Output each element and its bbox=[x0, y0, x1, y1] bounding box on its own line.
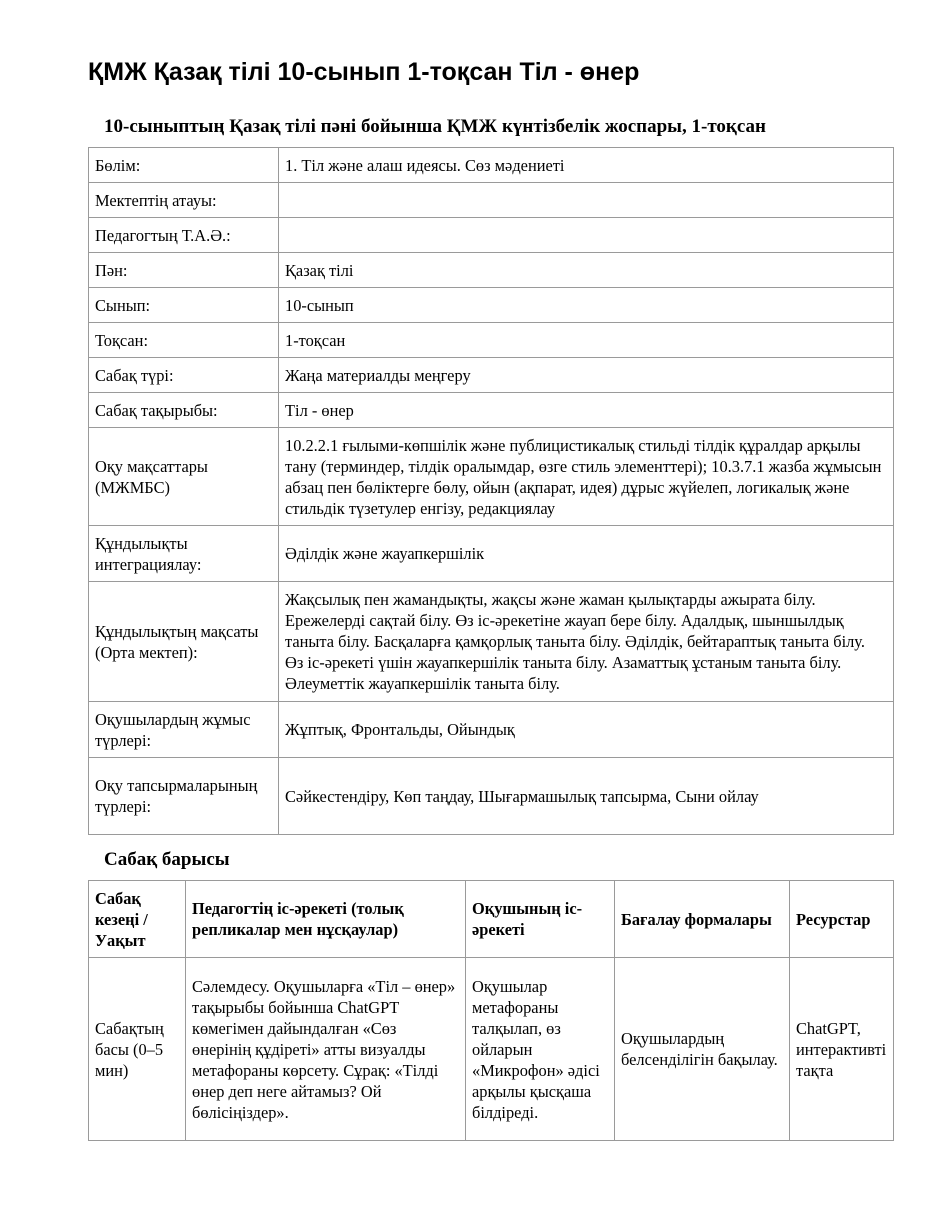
info-row-task-types bbox=[89, 758, 894, 835]
info-label: Бөлім: bbox=[89, 148, 279, 183]
info-row-grade bbox=[89, 288, 894, 323]
lesson-table-header-row bbox=[89, 881, 894, 958]
info-value: Қазақ тілі bbox=[279, 253, 894, 288]
lesson-resources: ChatGPT, интерактивті тақта bbox=[790, 958, 894, 1141]
info-value: 1. Тіл және алаш идеясы. Сөз мәдениеті bbox=[279, 148, 894, 183]
info-value: Жақсылық пен жамандықты, жақсы және жаман қылықтарды ажырата білу. Ережелерді сақтай білу. Өз іс-әрекетіне жауап бере білу. Адалдық, шыншылдық таныта білу. Басқаларға қамқорлық таныта білу. Әділдік, бейтараптық таныта білу. Өз іс-әрекеті үшін жауапкершілік таныта білу. Азаматтық ұстаным таныта білу. Әлеуметтік жауапкершілік таныта білу. bbox=[279, 582, 894, 702]
info-label: Пән: bbox=[89, 253, 279, 288]
header-resources: Ресурстар bbox=[790, 881, 894, 958]
info-label: Құндылықты интеграциялау: bbox=[89, 526, 279, 582]
info-row-value-integration bbox=[89, 526, 894, 582]
info-row-school bbox=[89, 183, 894, 218]
header-teacher-activity: Педагогтің іс-әрекеті (толық репликалар мен нұсқаулар) bbox=[186, 881, 466, 958]
info-row-value-goal bbox=[89, 582, 894, 702]
info-label: Сабақ түрі: bbox=[89, 358, 279, 393]
info-label: Құндылықтың мақсаты (Орта мектеп): bbox=[89, 582, 279, 702]
info-row-lesson-topic bbox=[89, 393, 894, 428]
lesson-info-table bbox=[88, 147, 894, 835]
lesson-stage: Сабақтың басы (0–5 мин) bbox=[89, 958, 186, 1141]
info-label: Оқу мақсаттары (МЖМБС) bbox=[89, 428, 279, 526]
info-value bbox=[279, 218, 894, 253]
info-row-work-types bbox=[89, 702, 894, 758]
info-row-subject bbox=[89, 253, 894, 288]
info-row-learning-objectives bbox=[89, 428, 894, 526]
info-value: 1-тоқсан bbox=[279, 323, 894, 358]
document-subtitle: 10-сыныптың Қазақ тілі пәні бойынша ҚМЖ күнтізбелік жоспары, 1-тоқсан bbox=[104, 116, 766, 137]
info-label: Тоқсан: bbox=[89, 323, 279, 358]
info-value: 10-сынып bbox=[279, 288, 894, 323]
header-stage-time: Сабақ кезеңі / Уақыт bbox=[89, 881, 186, 958]
header-student-activity: Оқушының іс-әрекеті bbox=[466, 881, 615, 958]
lesson-row bbox=[89, 958, 894, 1141]
info-label: Сынып: bbox=[89, 288, 279, 323]
info-row-lesson-type bbox=[89, 358, 894, 393]
lesson-assessment: Оқушылардың белсенділігін бақылау. bbox=[615, 958, 790, 1141]
lesson-flow-heading: Сабақ барысы bbox=[104, 849, 230, 870]
lesson-student-activity: Оқушылар метафораны талқылап, өз ойларын «Микрофон» әдісі арқылы қысқаша білдіреді. bbox=[466, 958, 615, 1141]
info-row-teacher bbox=[89, 218, 894, 253]
info-value: 10.2.2.1 ғылыми-көпшілік және публицистикалық стильді тілдік құралдар арқылы тану (терминдер, тілдік оралымдар, өзге стиль элементтері); 10.3.7.1 жазба жұмысын абзац пен бөліктерге бөлу, ойын (ақпарат, идея) дұрыс жүйелеп, логикалық және стильдік түзетулер енгізу, редакциялау bbox=[279, 428, 894, 526]
lesson-teacher-activity: Сәлемдесу. Оқушыларға «Тіл – өнер» тақырыбы бойынша ChatGPT көмегімен дайындалған «Сөз өнерінің құдіреті» атты визуалды метафораны көрсету. Сұрақ: «Тілді өнер деп неге айтамыз? Ой бөлісіңіздер». bbox=[186, 958, 466, 1141]
info-value: Сәйкестендіру, Көп таңдау, Шығармашылық тапсырма, Сыни ойлау bbox=[279, 758, 894, 835]
info-value: Жұптық, Фронтальды, Ойындық bbox=[279, 702, 894, 758]
info-value: Жаңа материалды меңгеру bbox=[279, 358, 894, 393]
info-row-quarter bbox=[89, 323, 894, 358]
info-label: Педагогтың Т.А.Ә.: bbox=[89, 218, 279, 253]
info-value: Тіл - өнер bbox=[279, 393, 894, 428]
info-label: Сабақ тақырыбы: bbox=[89, 393, 279, 428]
lesson-flow-table bbox=[88, 880, 894, 1141]
info-label: Мектептің атауы: bbox=[89, 183, 279, 218]
header-assessment: Бағалау формалары bbox=[615, 881, 790, 958]
info-row-section bbox=[89, 148, 894, 183]
info-label: Оқу тапсырмаларының түрлері: bbox=[89, 758, 279, 835]
info-value: Әділдік және жауапкершілік bbox=[279, 526, 894, 582]
document-title: ҚМЖ Қазақ тілі 10-сынып 1-тоқсан Тіл - өнер bbox=[88, 58, 640, 86]
info-label: Оқушылардың жұмыс түрлері: bbox=[89, 702, 279, 758]
info-value bbox=[279, 183, 894, 218]
